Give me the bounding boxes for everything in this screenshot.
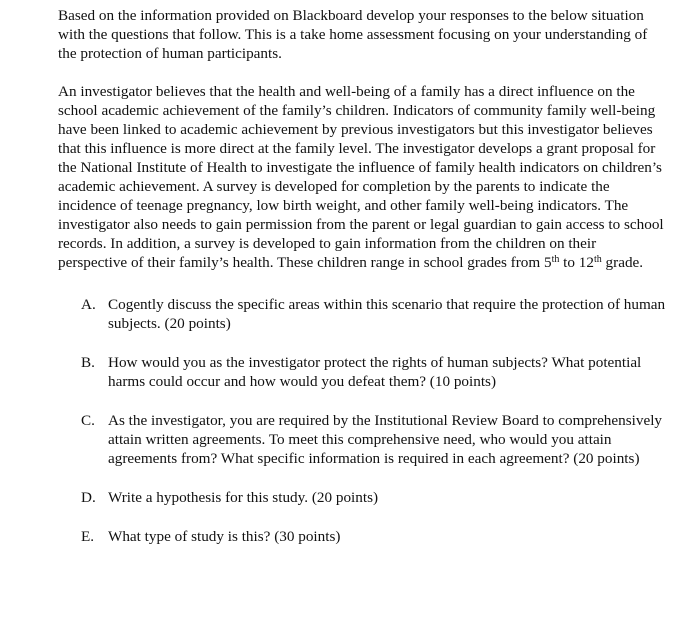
question-item-d <box>58 488 668 507</box>
question-item-a <box>58 295 668 333</box>
assignment-document <box>58 6 668 566</box>
intro-paragraph: Based on the information provided on Blackboard develop your responses to the below situation with the questions that follow. This is a take home assessment focusing on your understanding of the protection of human participants. <box>58 7 648 62</box>
question-item-b <box>58 353 668 391</box>
question-text: What type of study is this? (30 points) <box>108 528 341 545</box>
ordinal-suffix-5th: th <box>551 254 560 265</box>
question-text: As the investigator, you are required by the Institutional Review Board to comprehensively attain written agreements. To meet this comprehensive need, who would you attain agreements from? What specific information is required in each agreement? (20 points) <box>108 412 663 467</box>
ordinal-suffix-12th: th <box>593 254 602 265</box>
question-letter: D. <box>81 489 96 506</box>
question-text: Cogently discuss the specific areas within this scenario that require the protection of human subjects. (20 points) <box>108 296 666 332</box>
question-item-c <box>58 411 668 468</box>
scenario-text-main: An investigator believes that the health and well-being of a family has a direct influence on the school academic achievement of the family’s children. Indicators of community family well-being have been linked to academic achievement by previous investigators but this investigator believes that this influence is more direct at the family level. The investigator develops a grant proposal for the National Institute of Health to investigate the influence of family health indicators on children’s academic achievement. A survey is developed for completion by the parents to indicate the incidence of teenage pregnancy, low birth weight, and other family well-being indicators. The investigator also needs to gain permission from the parent or legal guardian to gain access to school records. In addition, a survey is developed to gain information from the children on their perspective of their family’s health. These children range in school grades from 5 <box>58 83 664 271</box>
question-letter: B. <box>81 354 95 371</box>
question-letter: A. <box>81 296 96 313</box>
scenario-text-end: grade. <box>601 254 644 271</box>
question-text: Write a hypothesis for this study. (20 points) <box>108 489 379 506</box>
scenario-paragraph <box>58 82 668 272</box>
question-list <box>58 295 668 546</box>
question-letter: C. <box>81 412 95 429</box>
question-item-e <box>58 527 668 546</box>
question-letter: E. <box>81 528 95 545</box>
question-text: How would you as the investigator protect the rights of human subjects? What potential harms could occur and how would you defeat them? (10 points) <box>108 354 642 390</box>
scenario-text-range: to 12 <box>559 254 594 271</box>
